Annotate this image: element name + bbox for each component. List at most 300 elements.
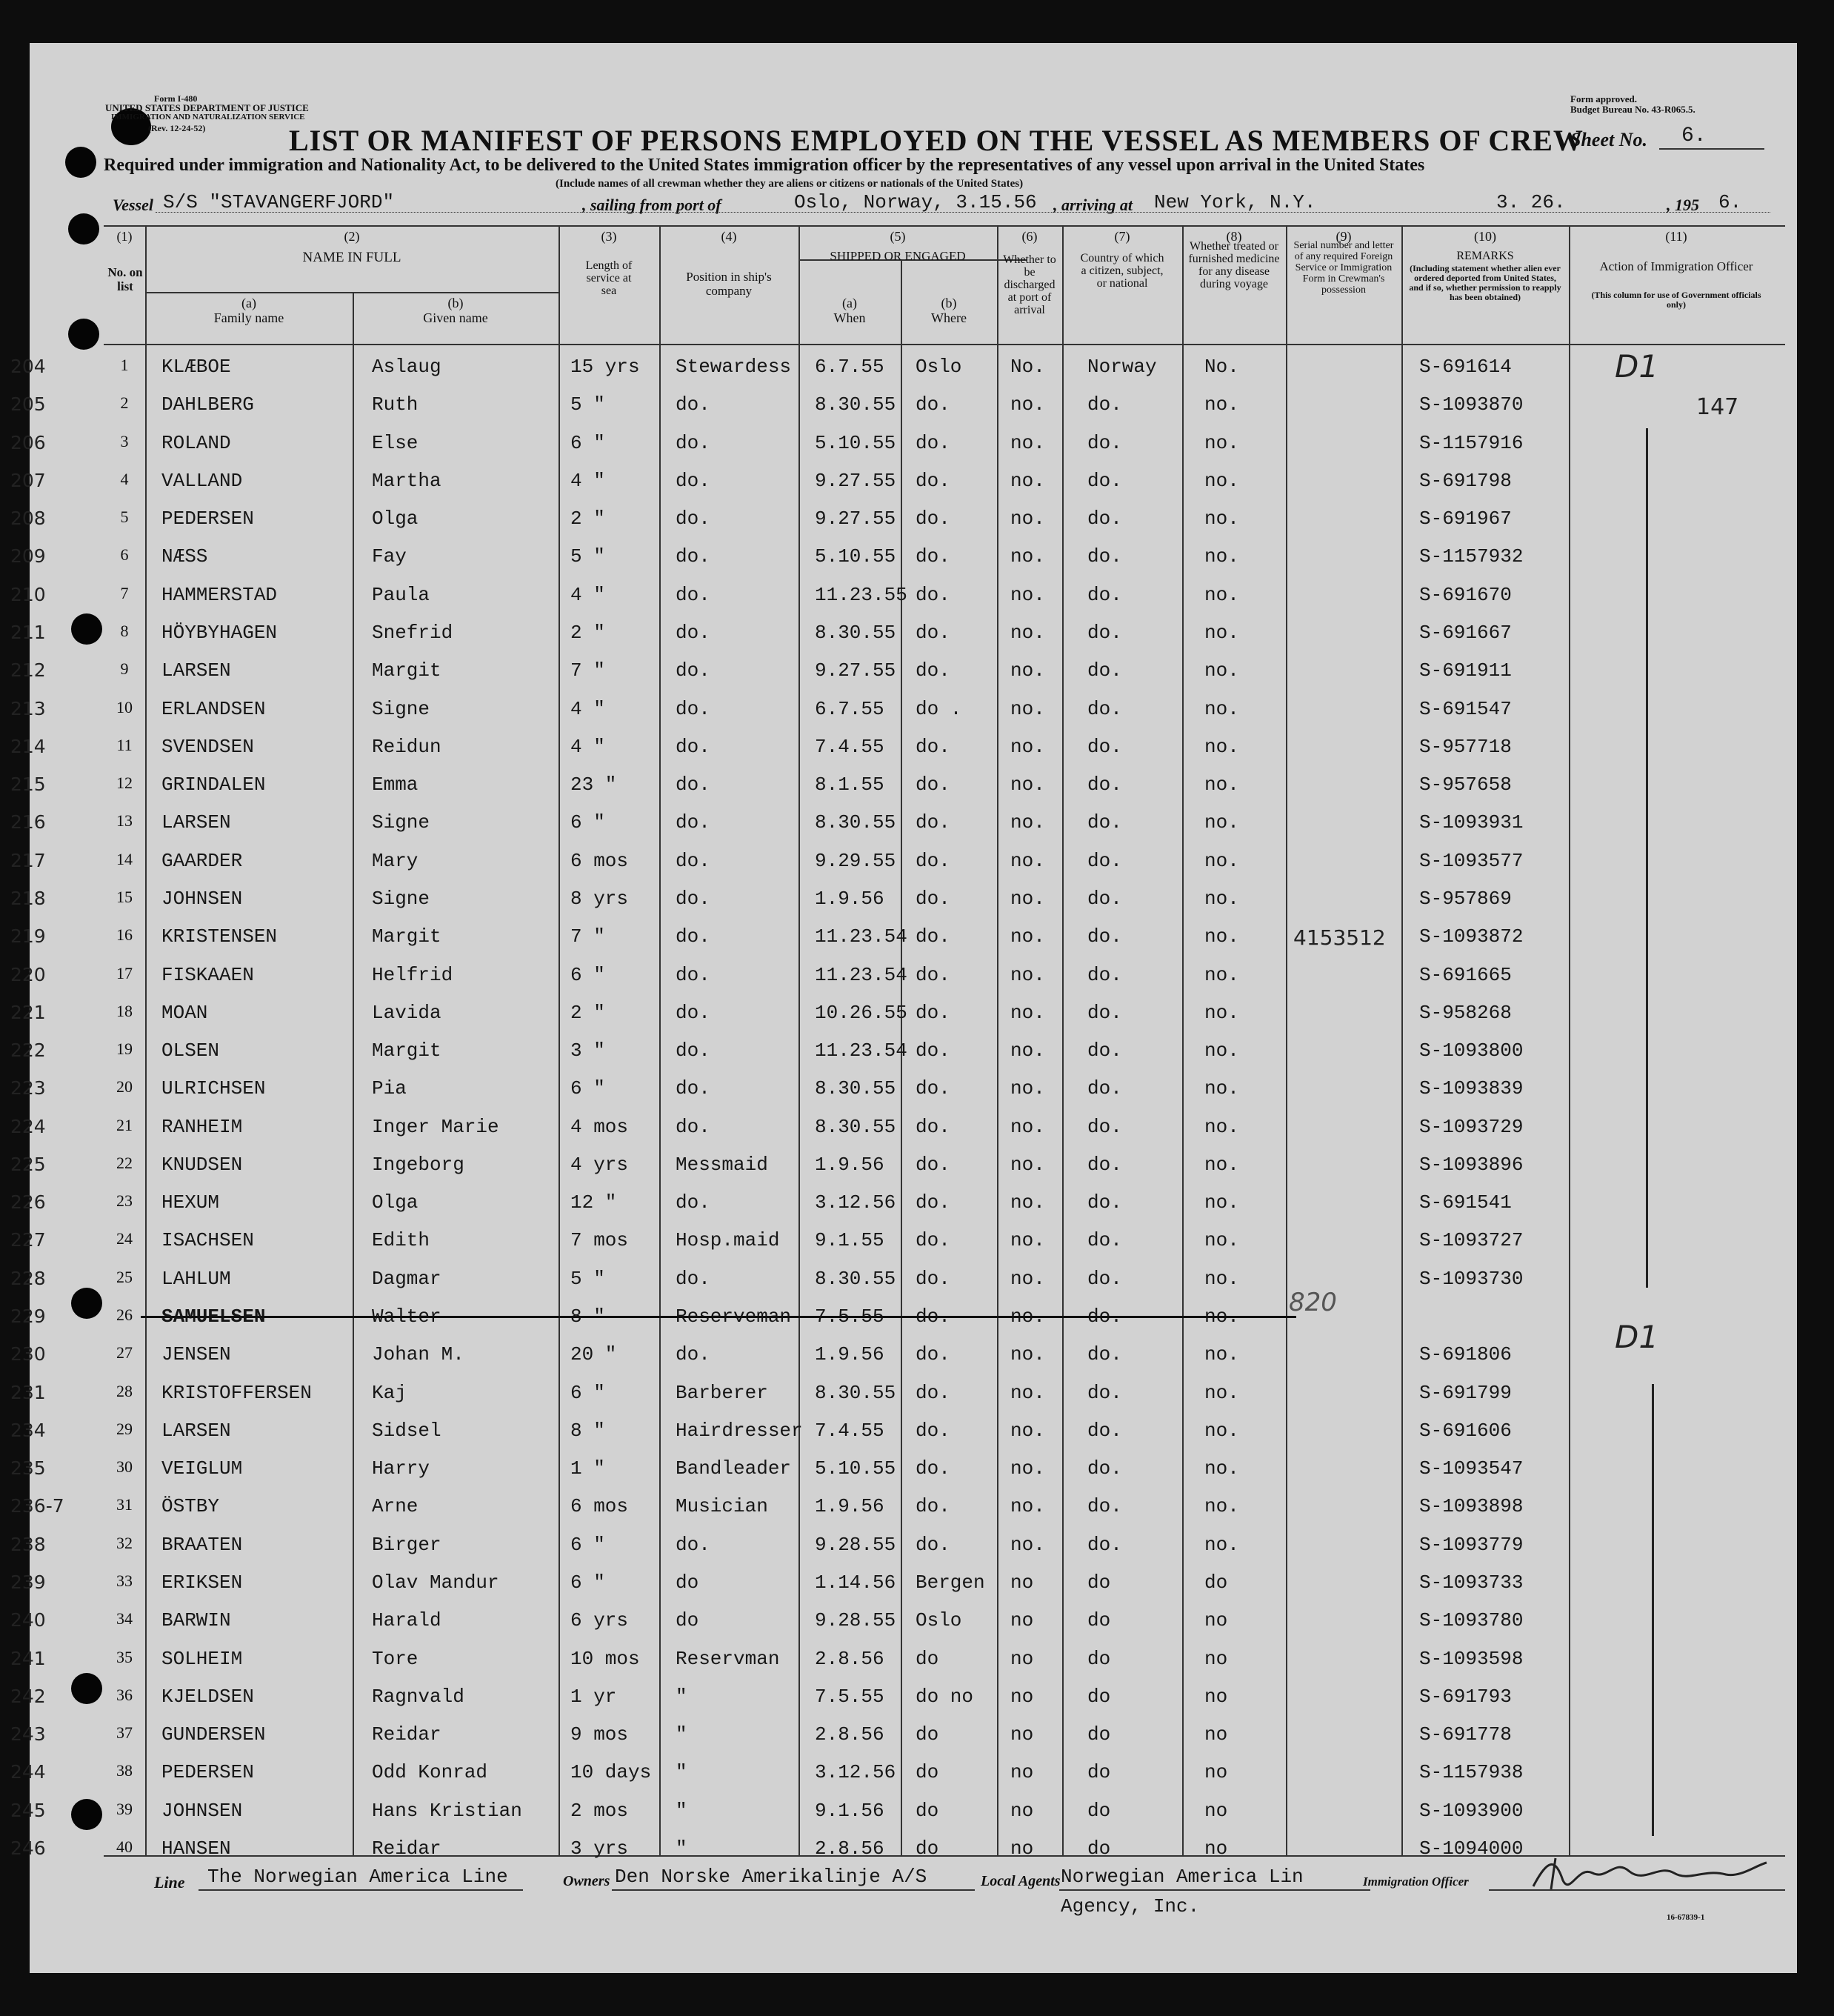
table-row: [10, 467, 1797, 496]
given-name: Birger: [372, 1534, 441, 1556]
handwritten-sequence: 218: [10, 888, 46, 909]
discharge: no: [1010, 1571, 1034, 1594]
given-name: Margit: [372, 659, 441, 682]
remarks: S-691911: [1419, 659, 1512, 682]
length-of-service: 1 yr: [570, 1686, 617, 1708]
family-name: OLSEN: [161, 1039, 220, 1062]
length-of-service: 6 ": [570, 1571, 605, 1594]
discharge: no.: [1010, 432, 1045, 454]
list-number: 11: [116, 736, 133, 754]
given-name: Sidsel: [372, 1420, 441, 1442]
country: do.: [1087, 659, 1122, 682]
treated: no.: [1204, 736, 1239, 758]
line-name: The Norwegian America Line: [207, 1866, 508, 1888]
country: do.: [1087, 736, 1122, 758]
shipped-where: do.: [916, 1495, 950, 1517]
shipped-when: 8.30.55: [815, 811, 896, 834]
treated: no.: [1204, 1495, 1239, 1517]
treated: no.: [1204, 1191, 1239, 1214]
country: do.: [1087, 1039, 1122, 1062]
position: do.: [676, 888, 710, 910]
position: ": [676, 1723, 687, 1746]
length-of-service: 7 mos: [570, 1229, 629, 1251]
given-name: Odd Konrad: [372, 1761, 488, 1783]
position: do: [676, 1609, 699, 1631]
length-of-service: 6 ": [570, 964, 605, 986]
arriving-label: , arriving at: [1053, 196, 1133, 214]
budget-bureau: Budget Bureau No. 43-R065.5.: [1570, 104, 1695, 115]
country: do.: [1087, 925, 1122, 948]
given-name: Pia: [372, 1077, 407, 1100]
shipped-where: do: [916, 1723, 939, 1746]
shipped-when: 9.28.55: [815, 1534, 896, 1556]
given-name: Ruth: [372, 393, 419, 416]
col-2b-number: (b): [447, 296, 464, 310]
position: do: [676, 1571, 699, 1594]
shipped-where: Oslo: [916, 356, 962, 378]
shipped-when: 7.4.55: [815, 1420, 884, 1442]
list-number: 39: [116, 1800, 133, 1818]
family-name: LARSEN: [161, 1420, 231, 1442]
shipped-when: 1.14.56: [815, 1571, 896, 1594]
country: do.: [1087, 1229, 1122, 1251]
col-7-header: Country of which a citizen, subject, or national: [1080, 252, 1164, 290]
shipped-where: do no: [916, 1686, 974, 1708]
sailing-label: , sailing from port of: [582, 196, 721, 214]
vessel-label: Vessel: [113, 196, 153, 214]
table-row: [10, 885, 1797, 914]
shipped-when: 8.30.55: [815, 393, 896, 416]
remarks: S-1094000: [1419, 1837, 1524, 1860]
shipped-when: 11.23.54: [815, 1039, 907, 1062]
rule: [156, 212, 1770, 213]
family-name: ROLAND: [161, 432, 231, 454]
handwritten-sequence: 217: [10, 850, 46, 871]
shipped-where: do.: [916, 1534, 950, 1556]
discharge: no.: [1010, 584, 1045, 606]
country: do.: [1087, 470, 1122, 492]
handwritten-sequence: 231: [10, 1382, 46, 1403]
family-name: LARSEN: [161, 811, 231, 834]
table-row: [10, 1417, 1797, 1446]
country: do.: [1087, 1534, 1122, 1556]
treated: no.: [1204, 1116, 1239, 1138]
agents-label: Local Agents: [981, 1873, 1061, 1889]
remarks: S-1093779: [1419, 1534, 1524, 1556]
discharge: no: [1010, 1686, 1034, 1708]
list-number: 13: [116, 811, 133, 830]
given-name: Harry: [372, 1457, 430, 1480]
list-number: 19: [116, 1039, 133, 1058]
officer-label: Immigration Officer: [1363, 1874, 1469, 1889]
remarks: S-1093780: [1419, 1609, 1524, 1631]
shipped-when: 6.7.55: [815, 698, 884, 720]
handwritten-sequence: 225: [10, 1154, 46, 1175]
rule: [1659, 148, 1764, 150]
shipped-when: 5.10.55: [815, 545, 896, 568]
given-name: Margit: [372, 1039, 441, 1062]
handwritten-sequence: 227: [10, 1229, 46, 1251]
position: do.: [676, 1002, 710, 1024]
length-of-service: 10 mos: [570, 1648, 640, 1670]
length-of-service: 6 ": [570, 811, 605, 834]
position: do.: [676, 698, 710, 720]
table-row: [10, 695, 1797, 725]
table-row: [10, 581, 1797, 611]
list-number: 22: [116, 1154, 133, 1172]
col-2a-header: Family name: [213, 310, 284, 325]
country: do.: [1087, 584, 1122, 606]
table-row: [10, 961, 1797, 991]
handwritten-sequence: 226: [10, 1191, 46, 1213]
discharge: No.: [1010, 356, 1045, 378]
remarks: S-691793: [1419, 1686, 1512, 1708]
given-name: Inger Marie: [372, 1116, 499, 1138]
length-of-service: 6 ": [570, 1382, 605, 1404]
family-name: KRISTENSEN: [161, 925, 278, 948]
discharge: no.: [1010, 1305, 1045, 1328]
discharge: no: [1010, 1761, 1034, 1783]
arrival-date: 3. 26.: [1496, 191, 1566, 213]
remarks: S-1093870: [1419, 393, 1524, 416]
table-row: [10, 1151, 1797, 1180]
list-number: 17: [116, 964, 133, 982]
given-name: Else: [372, 432, 419, 454]
serial-number: 4153512: [1293, 925, 1386, 950]
shipped-when: 2.8.56: [815, 1723, 884, 1746]
country: do.: [1087, 622, 1122, 644]
treated: no.: [1204, 470, 1239, 492]
country: do.: [1087, 1002, 1122, 1024]
discharge: no: [1010, 1723, 1034, 1746]
shipped-where: do: [916, 1648, 939, 1670]
given-name: Dagmar: [372, 1268, 441, 1290]
officer-mark-d1: D1: [1615, 1319, 1659, 1355]
length-of-service: 8 ": [570, 1305, 605, 1328]
treated: no: [1204, 1800, 1228, 1822]
family-name: HEXUM: [161, 1191, 220, 1214]
agents-name-1: Norwegian America Lin: [1061, 1866, 1304, 1888]
shipped-where: do.: [916, 659, 950, 682]
country: do.: [1087, 1343, 1122, 1365]
length-of-service: 5 ": [570, 1268, 605, 1290]
family-name: DAHLBERG: [161, 393, 254, 416]
country: do.: [1087, 1457, 1122, 1480]
table-row: [10, 429, 1797, 459]
length-of-service: 7 ": [570, 925, 605, 948]
treated: no.: [1204, 432, 1239, 454]
shipped-when: 8.30.55: [815, 622, 896, 644]
list-number: 15: [116, 888, 133, 906]
sheet-label: Sheet No.: [1570, 129, 1647, 150]
punch-hole: [65, 147, 96, 178]
list-number: 27: [116, 1343, 133, 1362]
table-row: [10, 1758, 1797, 1788]
length-of-service: 7 ": [570, 659, 605, 682]
table-row: [10, 922, 1797, 952]
treated: no.: [1204, 1343, 1239, 1365]
rule: [612, 1889, 975, 1891]
table-row: [10, 1606, 1797, 1636]
discharge: no.: [1010, 811, 1045, 834]
discharge: no.: [1010, 774, 1045, 796]
family-name: GAARDER: [161, 850, 243, 872]
shipped-where: do.: [916, 1077, 950, 1100]
list-number: 25: [116, 1268, 133, 1286]
punch-hole: [68, 213, 99, 244]
bracket-line: [1646, 428, 1648, 1288]
officer-signature: [1526, 1851, 1770, 1895]
treated: no.: [1204, 888, 1239, 910]
discharge: no: [1010, 1800, 1034, 1822]
discharge: no.: [1010, 508, 1045, 530]
shipped-when: 9.1.55: [815, 1229, 884, 1251]
given-name: Tore: [372, 1648, 419, 1670]
list-number: 38: [116, 1761, 133, 1780]
family-name: ERIKSEN: [161, 1571, 243, 1594]
shipped-where: do.: [916, 774, 950, 796]
shipped-where: do.: [916, 1154, 950, 1176]
table-row: [10, 1720, 1797, 1750]
family-name: NÆSS: [161, 545, 208, 568]
col-10-header: REMARKS: [1456, 250, 1514, 262]
col-4-header: Position in ship's company: [686, 270, 772, 298]
family-name: GRINDALEN: [161, 774, 266, 796]
position: do.: [676, 545, 710, 568]
treated: no.: [1204, 774, 1239, 796]
list-number: 30: [116, 1457, 133, 1476]
handwritten-sequence: 235: [10, 1457, 46, 1479]
remarks: S-1093577: [1419, 850, 1524, 872]
treated: no: [1204, 1686, 1228, 1708]
handwritten-sequence: 241: [10, 1648, 46, 1669]
position: do.: [676, 1343, 710, 1365]
handwritten-sequence: 228: [10, 1268, 46, 1289]
table-row: [10, 1492, 1797, 1522]
discharge: no: [1010, 1609, 1034, 1631]
col-9-number: (9): [1336, 229, 1352, 244]
discharge: no.: [1010, 1534, 1045, 1556]
remarks: S-1157932: [1419, 545, 1524, 568]
given-name: Arne: [372, 1495, 419, 1517]
discharge: no.: [1010, 964, 1045, 986]
country: do.: [1087, 432, 1122, 454]
list-number: 3: [120, 432, 129, 450]
discharge: no.: [1010, 1039, 1045, 1062]
table-row: [10, 733, 1797, 762]
country: do.: [1087, 1191, 1122, 1214]
discharge: no.: [1010, 736, 1045, 758]
table-row: [10, 1037, 1797, 1066]
sailing-from: Oslo, Norway, 3.15.56: [794, 191, 1037, 213]
length-of-service: 6 yrs: [570, 1609, 629, 1631]
list-number: 6: [120, 545, 129, 564]
shipped-where: do.: [916, 545, 950, 568]
col-7-number: (7): [1114, 229, 1130, 244]
position: Musician: [676, 1495, 768, 1517]
shipped-where: do.: [916, 1382, 950, 1404]
list-number: 28: [116, 1382, 133, 1400]
list-number: 1: [120, 356, 129, 374]
rule: [199, 1889, 523, 1891]
handwritten-sequence: 238: [10, 1534, 46, 1555]
bracket-line: [1652, 1384, 1654, 1836]
position: do.: [676, 850, 710, 872]
discharge: no.: [1010, 1191, 1045, 1214]
country: do.: [1087, 1077, 1122, 1100]
position: do.: [676, 393, 710, 416]
remarks: S-1093839: [1419, 1077, 1524, 1100]
shipped-when: 8.30.55: [815, 1116, 896, 1138]
discharge: no.: [1010, 1495, 1045, 1517]
given-name: Olav Mandur: [372, 1571, 499, 1594]
given-name: Signe: [372, 811, 430, 834]
shipped-where: do.: [916, 1191, 950, 1214]
service: IMMIGRATION AND NATURALIZATION SERVICE: [111, 113, 305, 122]
shipped-where: do.: [916, 1002, 950, 1024]
family-name: HAMMERSTAD: [161, 584, 278, 606]
country: do.: [1087, 1305, 1122, 1328]
header-bottom-rule: [104, 344, 1785, 345]
length-of-service: 4 mos: [570, 1116, 629, 1138]
discharge: no.: [1010, 393, 1045, 416]
list-number: 12: [116, 774, 133, 792]
shipped-where: do.: [916, 888, 950, 910]
position: do.: [676, 964, 710, 986]
discharge: no.: [1010, 622, 1045, 644]
shipped-when: 9.27.55: [815, 659, 896, 682]
shipped-where: do: [916, 1761, 939, 1783]
list-number: 8: [120, 622, 129, 640]
list-number: 4: [120, 470, 129, 488]
table-row: [10, 1265, 1797, 1294]
list-number: 18: [116, 1002, 133, 1020]
shipped-where: do.: [916, 470, 950, 492]
handwritten-sequence: 239: [10, 1571, 46, 1593]
remarks: S-691665: [1419, 964, 1512, 986]
position: do.: [676, 736, 710, 758]
country: do: [1087, 1686, 1111, 1708]
family-name: PEDERSEN: [161, 508, 254, 530]
position: Stewardess: [676, 356, 792, 378]
length-of-service: 4 yrs: [570, 1154, 629, 1176]
col-8-header: Whether treated or furnished medicine for any disease during voyage: [1188, 240, 1280, 290]
agents-name-2: Agency, Inc.: [1061, 1895, 1200, 1917]
length-of-service: 6 ": [570, 1534, 605, 1556]
table-row: [10, 999, 1797, 1028]
family-name: VEIGLUM: [161, 1457, 243, 1480]
shipped-where: do.: [916, 1420, 950, 1442]
treated: no.: [1204, 811, 1239, 834]
family-name: ÖSTBY: [161, 1495, 220, 1517]
shipped-where: do.: [916, 508, 950, 530]
family-name: BARWIN: [161, 1609, 231, 1631]
length-of-service: 6 mos: [570, 1495, 629, 1517]
shipped-when: 1.9.56: [815, 1154, 884, 1176]
family-name: KRISTOFFERSEN: [161, 1382, 312, 1404]
handwritten-sequence: 219: [10, 925, 46, 947]
remarks: S-1157938: [1419, 1761, 1524, 1783]
table-row: [10, 1340, 1797, 1370]
page-title: LIST OR MANIFEST OF PERSONS EMPLOYED ON THE VESSEL AS MEMBERS OF CREW: [289, 124, 1584, 157]
table-row: [10, 1531, 1797, 1560]
remarks: S-691670: [1419, 584, 1512, 606]
position: Barberer: [676, 1382, 768, 1404]
family-name: KNUDSEN: [161, 1154, 243, 1176]
handwritten-sequence: 230: [10, 1343, 46, 1365]
discharge: no.: [1010, 1077, 1045, 1100]
position: do.: [676, 584, 710, 606]
shipped-when: 11.23.55: [815, 584, 907, 606]
shipped-when: 1.9.56: [815, 1495, 884, 1517]
given-name: Emma: [372, 774, 419, 796]
treated: no.: [1204, 1305, 1239, 1328]
given-name: Helfrid: [372, 964, 453, 986]
shipped-when: 3.12.56: [815, 1761, 896, 1783]
remarks: S-691541: [1419, 1191, 1512, 1214]
length-of-service: 4 ": [570, 698, 605, 720]
department: UNITED STATES DEPARTMENT OF JUSTICE: [105, 102, 309, 113]
treated: No.: [1204, 356, 1239, 378]
family-name: SVENDSEN: [161, 736, 254, 758]
shipped-where: do.: [916, 736, 950, 758]
line-label: Line: [154, 1873, 185, 1892]
col-5-number: (5): [890, 229, 906, 244]
shipped-where: do.: [916, 1039, 950, 1062]
handwritten-sequence: 244: [10, 1761, 46, 1783]
handwritten-sequence: 209: [10, 545, 46, 567]
given-name: Olga: [372, 508, 419, 530]
position: do.: [676, 1116, 710, 1138]
table-row: [10, 1188, 1797, 1218]
table-row: [10, 771, 1797, 800]
family-name: LARSEN: [161, 659, 231, 682]
length-of-service: 3 yrs: [570, 1837, 629, 1860]
country: do.: [1087, 774, 1122, 796]
shipped-where: do.: [916, 1305, 950, 1328]
family-name: SAMUELSEN: [161, 1305, 266, 1328]
handwritten-sequence: 242: [10, 1686, 46, 1707]
remarks: S-691778: [1419, 1723, 1512, 1746]
position: Reservman: [676, 1648, 780, 1670]
col-5-header: SHIPPED OR ENGAGED: [830, 249, 966, 263]
treated: no: [1204, 1761, 1228, 1783]
remarks: S-1093598: [1419, 1648, 1524, 1670]
remarks: S-958268: [1419, 1002, 1512, 1024]
position: Messmaid: [676, 1154, 768, 1176]
arrival-year: 6.: [1718, 191, 1742, 213]
shipped-where: Bergen: [916, 1571, 985, 1594]
shipped-when: 3.12.56: [815, 1191, 896, 1214]
country: do.: [1087, 1382, 1122, 1404]
manifest-sheet: [10, 43, 1797, 1973]
table-top-rule: [104, 225, 1785, 227]
treated: no.: [1204, 1420, 1239, 1442]
remarks: S-1093729: [1419, 1116, 1524, 1138]
country: do.: [1087, 1268, 1122, 1290]
owners-label: Owners: [563, 1873, 610, 1889]
remarks: S-1093898: [1419, 1495, 1524, 1517]
family-name: ULRICHSEN: [161, 1077, 266, 1100]
shipped-where: do.: [916, 1116, 950, 1138]
family-name: SOLHEIM: [161, 1648, 243, 1670]
table-row: [10, 1226, 1797, 1256]
length-of-service: 2 ": [570, 1002, 605, 1024]
treated: no.: [1204, 393, 1239, 416]
treated: no.: [1204, 1002, 1239, 1024]
col-2-header: NAME IN FULL: [302, 250, 401, 265]
country: do.: [1087, 811, 1122, 834]
